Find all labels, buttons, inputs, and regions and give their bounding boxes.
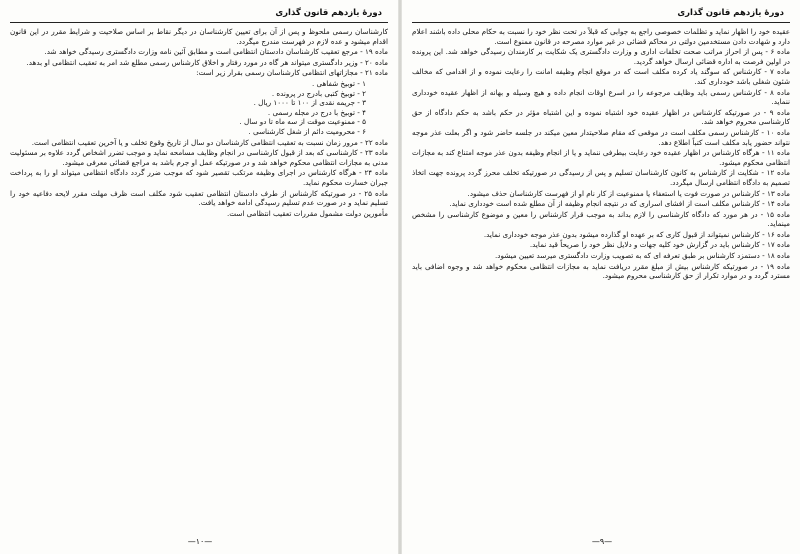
paragraph: ماده ۱۴ - کارشناس مکلف است از افشای اسراری که در نتیجه انجام وظیفه از آن مطلع شده است خودداری نماید. <box>449 199 790 209</box>
paragraph: ماده ۶ - پس از احراز مراتب صحت تخلفات اداری و وزارت دادگستری یک شکایت بر کارمندان رسیدگی خواهد شد. این پرونده در اولین فرصت به اداره قضائی ارسال خواهد گردید. <box>412 47 790 66</box>
paragraph: ماده ۲۴ - هرگاه کارشناس در اجرای وظیفه مرتکب تقصیر شود که موجب ضرر گردد دادگاه انتظامی میتواند او را به پرداخت جبران خسارت محکوم نماید. <box>10 168 388 187</box>
paragraph: ماده ۷ - کارشناس که سوگند یاد کرده مکلف است که در موقع انجام وظیفه امانت را رعایت نموده و از اقدامی که مخالف شئون شغلی باشد خودداری کند. <box>412 67 790 86</box>
left-page <box>0 0 398 554</box>
header-rule <box>412 22 790 23</box>
page-body <box>10 27 388 527</box>
paragraph: کارشناسان رسمی ملحوظ و پس از آن برای تعیین کارشناسان در دیگر نقاط بر اساس صلاحیت و شرایط مقرر در این قانون اقدام میشود و عده لازم در فهرست مندرج میگردد. <box>10 27 388 46</box>
paragraph: ماده ۱۹ - مرجع تعقیب کارشناسان دادستان انتظامی است و مطابق آئین نامه وزارت دادگستری رسیدگی خواهد شد. <box>44 47 388 57</box>
paragraph: ماده ۸ - کارشناس رسمی باید وظایف مرجوعه را در اسرع اوقات انجام داده و هیچ وسیله و بهانه از اظهار عقیده خودداری ننماید. <box>412 87 790 107</box>
paragraph: ماده ۲۰ - وزیر دادگستری میتواند هر گاه در مورد رفتار و اخلاق کارشناس رسمی مطلع شد امر به تعقیب انتظامی او بدهد. <box>26 57 388 67</box>
page-number: —۹— <box>591 537 613 546</box>
list-item: ۳ - جریمه نقدی از ۱۰۰ تا ۱۰۰۰ ریال . <box>253 98 366 108</box>
right-page <box>402 0 800 554</box>
paragraph: ماده ۲۳ - کارشناسی که بعد از قبول کارشناسی در انجام وظایف مسامحه نماید و موجب تضرر اشخاص گردد علاوه بر مسئولیت مدنی به مجازات انتظامی محکوم خواهد شد و در صورتیکه عمل او جرم باشد به مراجع قضائی معرفی میشود. <box>10 148 388 167</box>
paragraph: عقیده خود را اظهار نماید و تظلمات خصوصی راجع به جوابی که قبلاً در تحت نظر خود را نسبت به حکام محلی داده باشند اعلام دارد و شهادت دادن مستخدمین دولتی در محاکم قضائی در غیر موارد مصرحه در قانون ممنوع است. <box>412 27 790 46</box>
paragraph: ماده ۱۱ - هرگاه کارشناس در اظهار عقیده خود رعایت بیطرفی ننماید و یا از انجام وظیفه بدون عذر موجه امتناع کند به مجازات انتظامی محکوم میشود. <box>412 148 790 167</box>
paragraph: ماده ۱۵ - در هر مورد که دادگاه کارشناسی را لازم بداند به موجب قرار کارشناس را معین و موضوع کارشناسی را مشخص مینماید. <box>412 209 790 229</box>
paragraph: ماده ۲۱ - مجازاتهای انتظامی کارشناسان رسمی بقرار زیر است: <box>196 68 388 78</box>
paragraph: مأمورین دولت مشمول مقررات تعقیب انتظامی است. <box>227 208 388 218</box>
running-head <box>412 6 790 22</box>
list-item: ۱ - توبیخ شفاهی . <box>311 78 366 88</box>
paragraph: ماده ۱۰ - کارشناس رسمی مکلف است در موقعی که مقام صلاحیتدار معین میکند در جلسه حاضر شود و اگر بعلت عذر موجه نتواند حضور یابد مکلف است کتباً اطلاع دهد. <box>412 127 790 147</box>
list-item: ۴ - توبیخ با درج در مجله رسمی . <box>267 107 366 117</box>
running-title: دورهٔ یازدهم قانون گذاری <box>677 8 784 18</box>
running-title: دورهٔ یازدهم قانون گذاری <box>275 8 382 18</box>
paragraph: ماده ۱۹ - در صورتیکه کارشناس بیش از مبلغ مقرر دریافت نماید به مجازات انتظامی محکوم خواهد شد و وجوه اضافی باید مسترد گردد و در موارد تکرار از حق کارشناسی محروم میشود. <box>412 261 790 281</box>
paragraph: ماده ۱۲ - شکایت از کارشناس به کانون کارشناسان تسلیم و پس از رسیدگی در صورتیکه تخلف محرز گردد پرونده جهت اتخاذ تصمیم به دادگاه انتظامی ارسال میگردد. <box>412 168 790 187</box>
running-head <box>10 6 388 22</box>
page-number: —۱۰— <box>187 537 213 546</box>
header-rule <box>10 22 388 23</box>
list-item: ۲ - توبیخ کتبی بادرج در پرونده . <box>271 88 366 98</box>
paragraph: ماده ۲۵ - در صورتیکه کارشناس از طرف دادستان انتظامی تعقیب شود مکلف است ظرف مهلت مقرر لایحه دفاعیه خود را تسلیم نماید و در صورت عدم تسلیم رسیدگی ادامه خواهد یافت. <box>10 188 388 208</box>
paragraph: ماده ۱۶ - کارشناس نمیتواند از قبول کاری که بر عهده او گذارده میشود بدون عذر موجه خودداری نماید. <box>483 229 790 239</box>
paragraph: ماده ۱۳ - کارشناس در صورت فوت یا استعفاء یا ممنوعیت از کار نام او از فهرست کارشناسان حذف میشود. <box>467 188 790 198</box>
paragraph: ماده ۲۲ - مرور زمان نسبت به تعقیب انتظامی کارشناسان دو سال از تاریخ وقوع تخلف و یا آخرین تعقیب انتظامی است. <box>31 137 388 147</box>
page-body <box>412 27 790 527</box>
paragraph: ماده ۱۷ - کارشناس باید در گزارش خود کلیه جهات و دلایل نظر خود را صریحاً قید نماید. <box>529 240 790 250</box>
paragraph: ماده ۹ - در صورتیکه کارشناس در اظهار عقیده خود اشتباه نموده و این اشتباه مؤثر در حکم باشد به حکم دادگاه از حق کارشناسی محروم خواهد شد. <box>412 107 790 127</box>
paragraph: ماده ۱۸ - دستمزد کارشناس بر طبق تعرفه ای که به تصویب وزارت دادگستری میرسد تعیین میشود. <box>494 251 790 261</box>
list-item: ۶ - محرومیت دائم از شغل کارشناسی . <box>248 126 366 136</box>
penalty-list <box>10 79 388 137</box>
list-item: ۵ - ممنوعیت موقت از سه ماه تا دو سال . <box>239 117 366 127</box>
